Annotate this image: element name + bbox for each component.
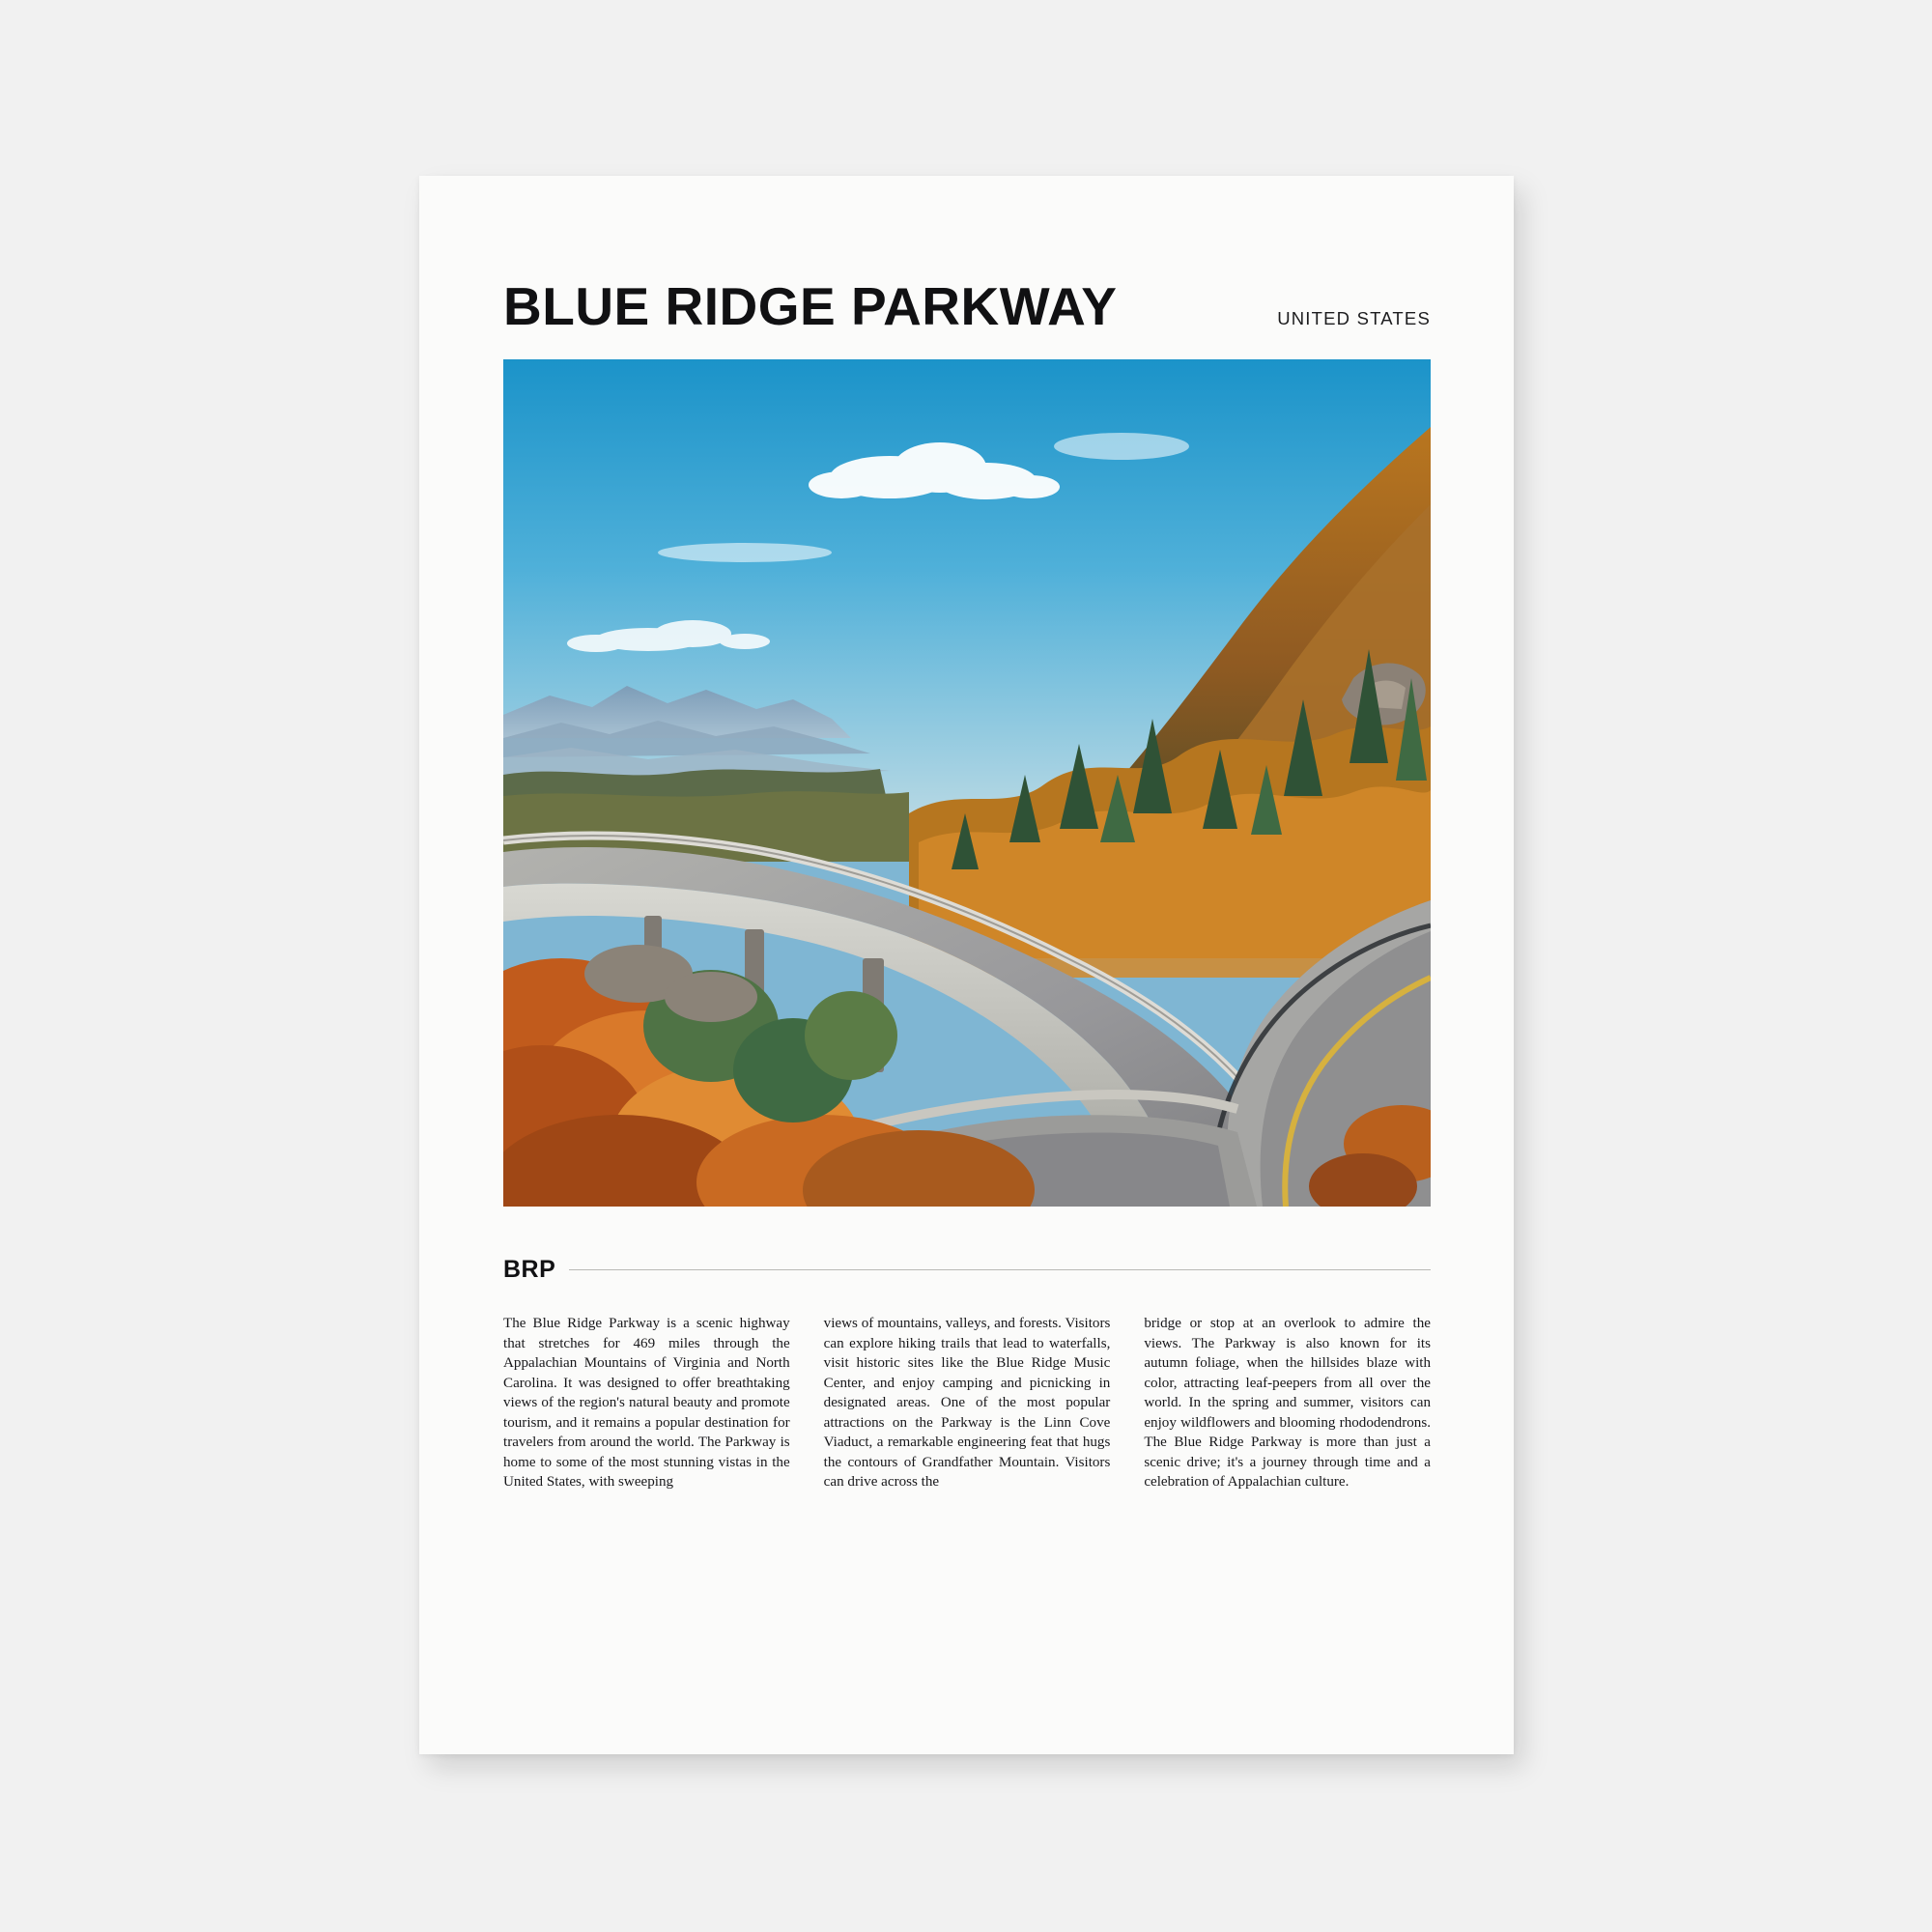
poster-sheet <box>419 176 1514 1754</box>
poster-header <box>503 276 1431 336</box>
body-column-3: bridge or stop at an overlook to admire the views. The Parkway is also known for its autumn foliage, when the hillsides blaze with color, attracting leaf-peepers from all over the world. In the spring and summer, visitors can enjoy wildflowers and blooming rhododendrons. The Blue Ridge Parkway is more than just a scenic drive; it's a journey through time and a celebration of Appalachian culture. <box>1144 1316 1432 1491</box>
page-title: BLUE RIDGE PARKWAY <box>503 276 1118 336</box>
horizontal-divider <box>569 1269 1431 1270</box>
landscape-illustration <box>503 359 1431 1207</box>
caption-rule-row <box>503 1258 1431 1282</box>
body-column-2: views of mountains, valleys, and forests. Visitors can explore hiking trails that lead to waterfalls, visit historic sites like the Blue Ridge Music Center, and enjoy camping and picnicking in designated areas. One of the most popular attractions on the Parkway is the Linn Cove Viaduct, a remarkable engineering feat that hugs the contours of Grandfather Mountain. Visitors can drive across the <box>823 1316 1111 1491</box>
abbreviation-label: BRP <box>503 1256 556 1283</box>
country-label: UNITED STATES <box>1277 308 1431 328</box>
poster-photo <box>503 359 1431 1207</box>
body-column-1: The Blue Ridge Parkway is a scenic highway that stretches for 469 miles through the Appalachian Mountains of Virginia and North Carolina. It was designed to offer breathtaking views of the region's natural beauty and promote tourism, and it remains a popular destination for travelers from around the world. The Parkway is home to some of the most stunning vistas in the United States, with sweeping <box>503 1316 790 1491</box>
body-columns <box>503 1314 1431 1492</box>
